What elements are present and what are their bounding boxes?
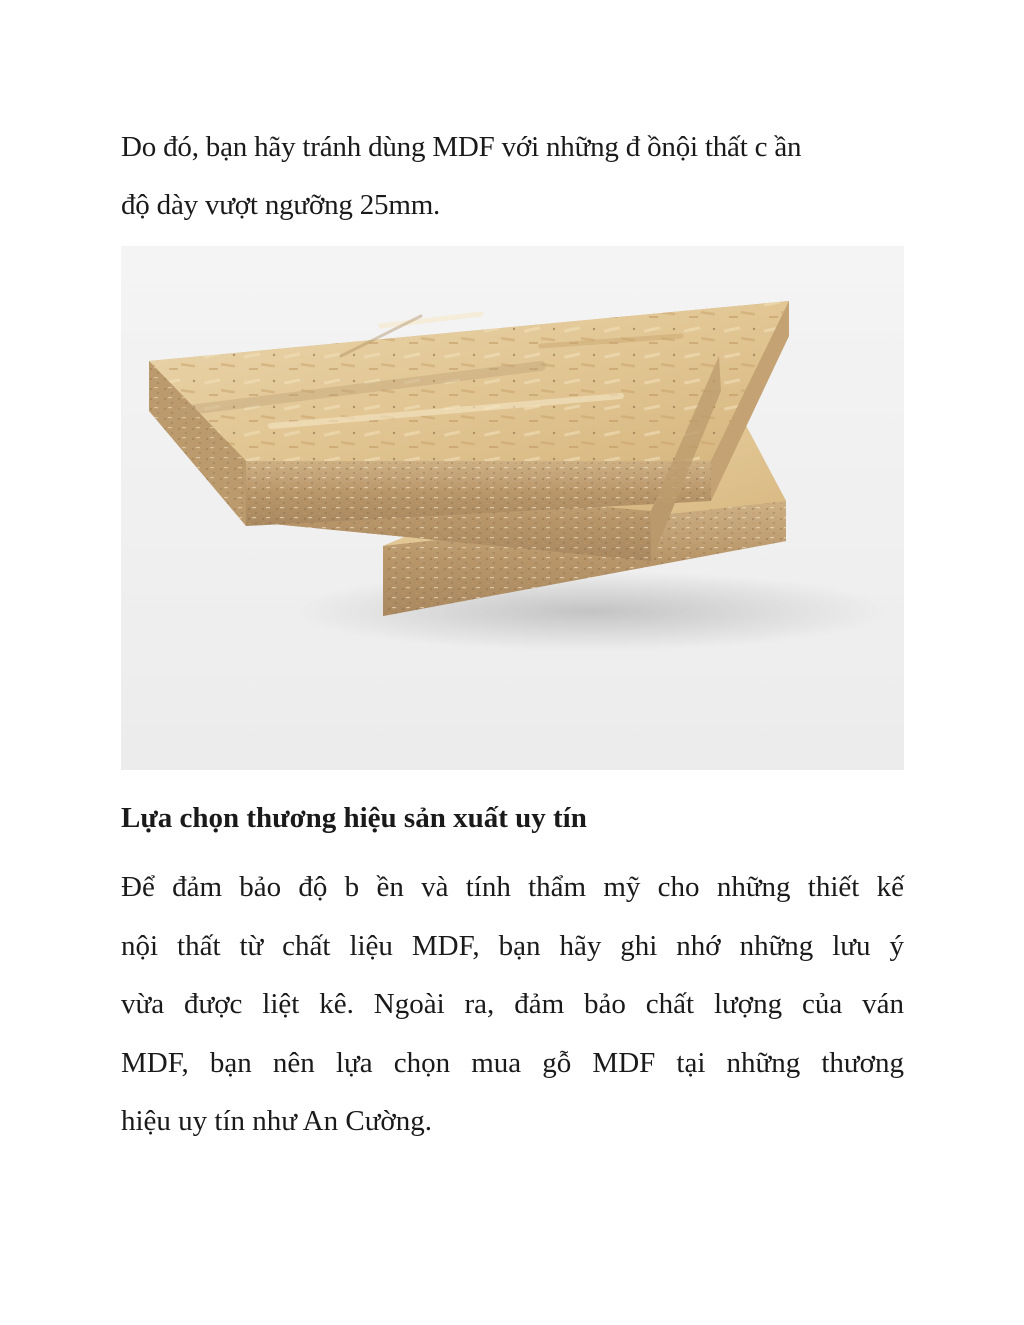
paragraph-line-4: MDF, bạn nên lựa chọn mua gỗ MDF tại những thương bbox=[121, 1046, 904, 1079]
section-paragraph bbox=[121, 858, 904, 1151]
section-heading: Lựa chọn thương hiệu sản xuất uy tín bbox=[121, 802, 587, 834]
paragraph-line-2: nội thất từ chất liệu MDF, bạn hãy ghi nhớ những lưu ý bbox=[121, 929, 904, 962]
paragraph-line-3: vừa được liệt kê. Ngoài ra, đảm bảo chất lượng của ván bbox=[121, 988, 904, 1020]
particle-board-photo bbox=[121, 246, 904, 770]
paragraph-line-1: Để đảm bảo độ b ền và tính thẩm mỹ cho những thiết kế bbox=[121, 871, 904, 903]
intro-line-1: Do đó, bạn hãy tránh dùng MDF với những đ ồnội thất c ần bbox=[121, 131, 802, 163]
paragraph-line-5: hiệu uy tín như An Cường. bbox=[121, 1105, 432, 1137]
intro-paragraph bbox=[121, 118, 911, 234]
intro-line-2: độ dày vượt ngưỡng 25mm. bbox=[121, 189, 441, 221]
